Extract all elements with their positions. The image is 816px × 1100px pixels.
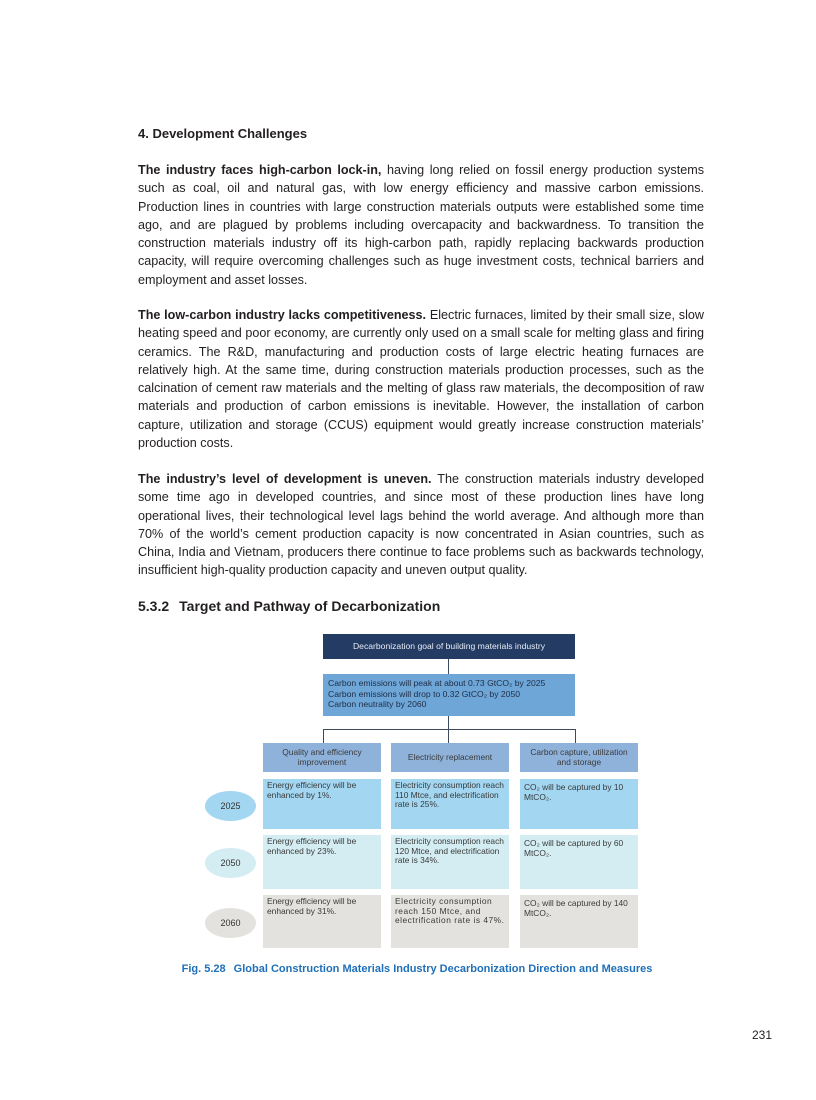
paragraph-body: The construction materials industry developed some time ago in developed countries, and since most of these production lines have long operational lives, their technological level lags behind the world average. And although more than 70% of the world’s cement production capacity is now concentrated in Asian countries, such as China, India and Vietnam, producers there continue to face problems such as backwards technology, insufficient high-quality production capacity and uneven output quality. (138, 472, 705, 578)
paragraph-lead: The industry faces high-carbon lock-in, (138, 163, 382, 177)
header-quality-efficiency: Quality and efficiency improvement (263, 743, 381, 772)
section-heading: 4. Development Challenges (138, 126, 308, 141)
goal-line: Carbon neutrality by 2060 (328, 699, 427, 709)
paragraph-lock-in (138, 161, 704, 289)
header-ccus: Carbon capture, utilization and storage (520, 743, 638, 772)
connector (323, 729, 324, 743)
diagram-top-box: Decarbonization goal of building materials industry (323, 634, 575, 659)
cell-2060-efficiency: Energy efficiency will be enhanced by 31%. (263, 895, 381, 948)
connector (448, 729, 449, 743)
paragraph-lead: The low-carbon industry lacks competitiveness. (138, 308, 427, 322)
subsection-heading (138, 598, 450, 614)
connector (575, 729, 576, 743)
cell-2025-ccus: CO₂ will be captured by 10 MtCO₂. (520, 779, 638, 829)
caption-title: Global Construction Materials Industry Decarbonization Direction and Measures (233, 963, 653, 975)
year-oval-2025: 2025 (205, 791, 256, 821)
cell-2060-ccus: CO₂ will be captured by 140 MtCO₂. (520, 895, 638, 948)
subsection-title: Target and Pathway of Decarbonization (179, 598, 441, 614)
cell-2050-electricity: Electricity consumption reach 120 Mtce, and electrification rate is 34%. (391, 835, 509, 889)
year-oval-2060: 2060 (205, 908, 256, 938)
goal-line: Carbon emissions will drop to 0.32 GtCO₂ by 2050 (328, 688, 521, 699)
cell-2050-ccus: CO₂ will be captured by 60 MtCO₂. (520, 835, 638, 889)
connector (323, 729, 575, 730)
paragraph-lead: The industry’s level of development is uneven. (138, 472, 432, 486)
paragraph-uneven (138, 470, 704, 580)
cell-2060-electricity: Electricity consumption reach 150 Mtce, and electrification rate is 47%. (391, 895, 509, 948)
page-number: 231 (752, 1028, 773, 1042)
figure-caption (0, 963, 816, 975)
caption-number: Fig. 5.28 (181, 963, 226, 975)
year-oval-2050: 2050 (205, 848, 256, 878)
cell-2025-efficiency: Energy efficiency will be enhanced by 1%. (263, 779, 381, 829)
cell-2050-efficiency: Energy efficiency will be enhanced by 23%. (263, 835, 381, 889)
header-electricity-replacement: Electricity replacement (391, 743, 509, 772)
goal-line: Carbon emissions will peak at about 0.73 GtCO₂ by 2025 (328, 678, 546, 688)
cell-2025-electricity: Electricity consumption reach 110 Mtce, and electrification rate is 25%. (391, 779, 509, 829)
connector (448, 659, 449, 674)
connector (448, 716, 449, 729)
paragraph-body: Electric furnaces, limited by their small size, slow heating speed and poor economy, are currently only used on a small scale for melting glass and firing ceramics. The R&D, manufacturing and production costs of large electric heating furnaces are relatively high. At the same time, during construction materials production processes, such as the calcination of cement raw materials and the melting of glass raw materials, the decomposition of raw materials and production of carbon emissions is inevitable. However, the installation of carbon capture, utilization and storage (CCUS) equipment would greatly increase construction materials’ production costs. (138, 308, 704, 451)
paragraph-body: having long relied on fossil energy production systems such as coal, oil and natural gas, with low energy efficiency and massive carbon emissions. Production lines in countries with large construction materials outputs were established some time ago, and are plagued by problems including overcapacity and backwardness. To transition the construction materials industry off its high-carbon path, rapidly replacing backwards production capacity, will require overcoming challenges such as huge investment costs, technical barriers and employment and asset losses. (138, 163, 704, 287)
paragraph-competitiveness (138, 306, 704, 452)
diagram-goals-box (323, 674, 575, 716)
subsection-number: 5.3.2 (138, 598, 170, 614)
